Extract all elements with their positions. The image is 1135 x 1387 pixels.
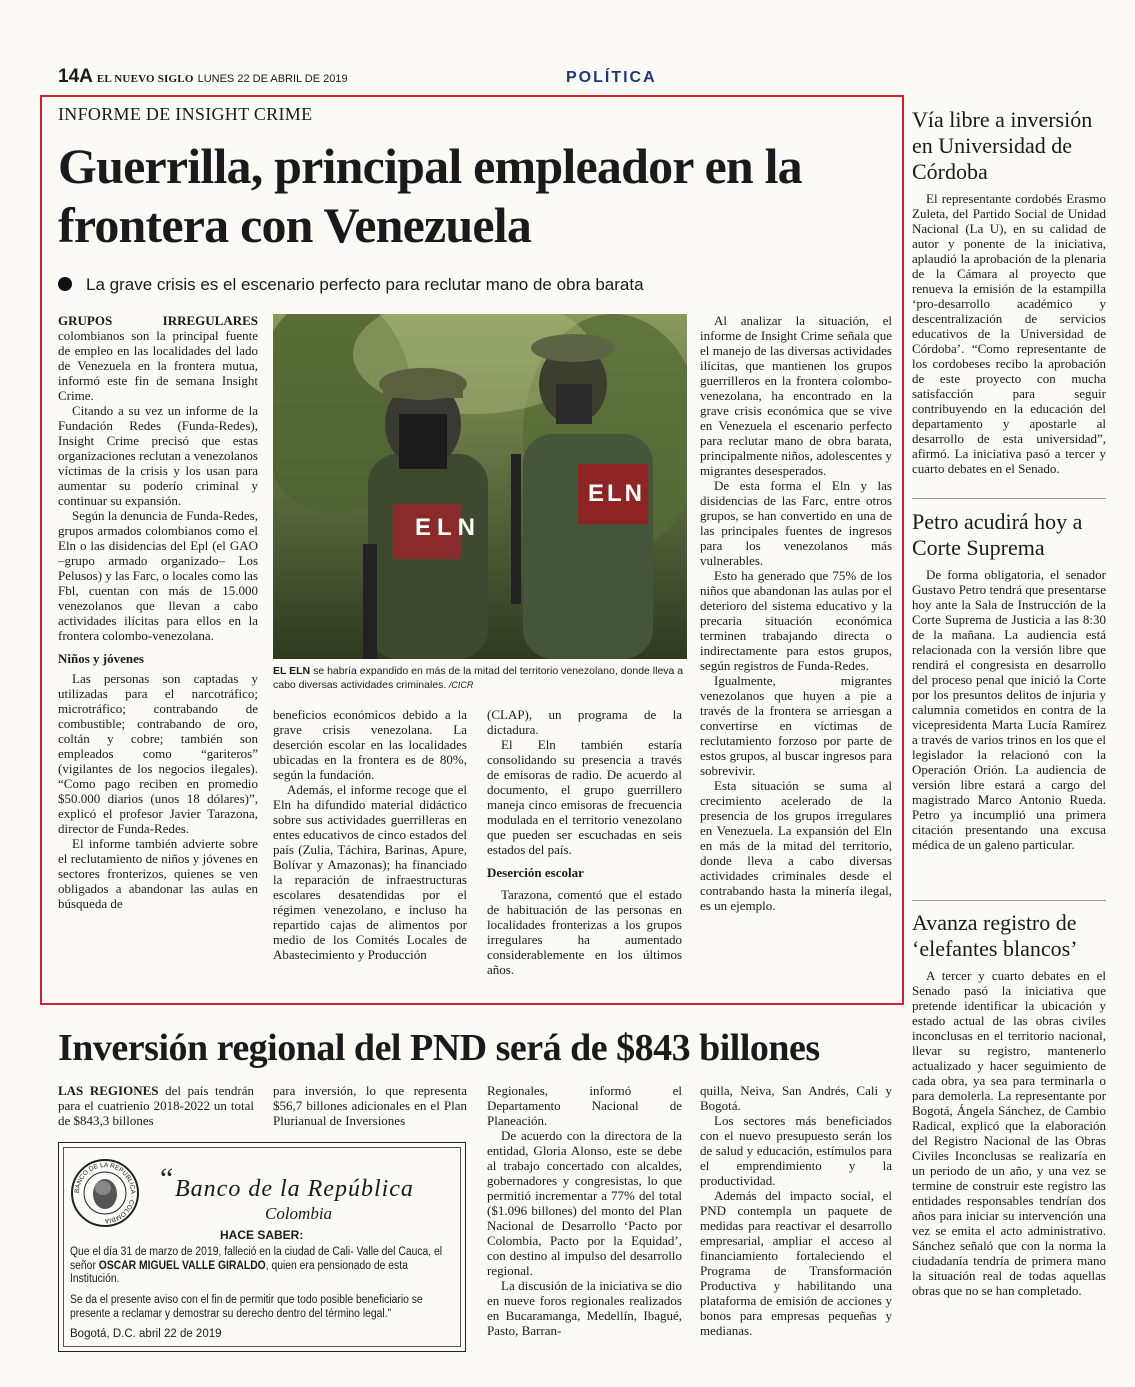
second-story-headline: Inversión regional del PND será de $843 billones — [58, 1027, 820, 1069]
bank-name: Banco de la República — [175, 1176, 414, 1202]
story-photo — [273, 314, 687, 659]
second-story-column-3 — [487, 1083, 682, 1338]
paragraph: Citando a su vez un informe de la Fundación Redes (Funda-Redes), Insight Crime precisó que estas organizaciones reclutan a venezolanos víctimas de la crisis y los usan para aumentar su poderío criminal y continuar su expansión. — [58, 403, 258, 508]
paragraph: De forma obligatoria, el senador Gustavo Petro tendrá que presentarse hoy ante la Sala de Instrucción de la Corte Suprema de Justicia a las 8:30 de la mañana. La audiencia está relacionada con la versión libre que rendirá el congresista en desarrollo del proceso penal que inició la Corte por los presuntos delitos de injuria y calumnia cometidos en contra de la vicepresidenta Marta Lucía Ramírez a través de varios trinos en los que el legislador la relacionó con la Operación Orión. La audiencia de versión libre estará a cargo del magistrado Marco Antonio Rueda. Petro ya incumplió una primera citación presentando una excusa médica de un galeno particular. — [912, 567, 1106, 852]
quote-mark-icon: “ — [160, 1162, 174, 1195]
paragraph: Esto ha generado que 75% de los niños que abandonan las aulas por el deterioro del sistema educativo y la precaria situación económica terminen trabajando directa o indirectamente para estos grupos, según registros de Funda-Redes. — [700, 568, 892, 673]
section-title: POLÍTICA — [566, 69, 657, 86]
photo-caption — [273, 664, 693, 692]
paragraph: Regionales, informó el Departamento Nacional de Planeación. — [487, 1083, 682, 1128]
sidebar-headline: Avanza registro de ‘elefantes blancos’ — [912, 910, 1078, 961]
sidebar-story-3 — [912, 910, 1106, 1298]
deck-text: La grave crisis es el escenario perfecto para reclutar mano de obra barata — [86, 275, 644, 294]
sidebar-story-1 — [912, 107, 1106, 476]
deceased-name: OSCAR MIGUEL VALLE GIRALDO — [98, 1259, 266, 1272]
story-kicker: INFORME DE INSIGHT CRIME — [58, 104, 313, 124]
story-column-4 — [700, 313, 892, 913]
paragraph: Las personas son captadas y utilizadas para el narcotráfico; microtráfico; contrabando de combustible; contrabando de oro, coltán y cobre; también son empleados como “gariteros” (vigilantes de los negocios ilegales). “Como pago reciben en promedio $50.000 diarios (unos 18 dólares)”, explicó el profesor Javier Tarazona, director de Funda-Redes. — [58, 671, 258, 836]
sidebar-headline: Petro acudirá hoy a Corte Suprema — [912, 509, 1083, 560]
story-headline: Guerrilla, principal empleador en la frontera con Venezuela — [58, 138, 802, 253]
story-column-1 — [58, 313, 258, 911]
caption-text: se habría expandido en más de la mitad del territorio venezolano, donde lleva a cabo diversas actividades criminales. — [273, 665, 684, 691]
paragraph: beneficios económicos debido a la grave crisis venezolana. La deserción escolar en las localidades ubicadas en la frontera es de 80%, según la fundación. — [273, 707, 467, 782]
bank-seal-icon — [70, 1158, 140, 1228]
paragraph: El Eln también estaría consolidando su presencia a través de emisoras de radio. De acuerdo al documento, el grupo guerrillero maneja cinco emisoras de frecuencia modulada en el territorio venezolano que pueden ser escuchadas en seis estados del país. — [487, 737, 682, 857]
page-number: 14A — [58, 66, 93, 87]
second-story-column-1 — [58, 1083, 254, 1128]
paragraph: De acuerdo con la directora de la entidad, Gloria Alonso, este se debe al trabajo concertado con alcaldes, gobernadores y congresistas, lo que permitió incrementar a 77% del total ($1.096 billones) del monto del Plan Nacional de Desarrollo ‘Pacto por Colombia, Pacto por la Equidad’, con destino al impulso del desarrollo regional. — [487, 1128, 682, 1278]
second-story-column-4 — [700, 1083, 892, 1338]
paragraph: Igualmente, migrantes venezolanos que huyen a pie a través de la frontera se arriesgan a convertirse en víctimas de reclutamiento forzoso por parte de estos grupos, al buscar ingresos para sobrevivir. — [700, 673, 892, 778]
ad-signoff: Bogotá, D.C. abril 22 de 2019 — [70, 1328, 222, 1340]
second-story-column-2 — [273, 1083, 467, 1128]
paragraph: (CLAP), un programa de la dictadura. — [487, 707, 682, 737]
subheading: Deserción escolar — [487, 865, 584, 880]
lead-in: LAS REGIONES — [58, 1083, 159, 1098]
paragraph: El representante cordobés Erasmo Zuleta, del Partido Social de Unidad Nacional (La U), en su calidad de autor y ponente de la iniciativa, aplaudió la aprobación de la plenaria de la Cámara al proyecto que renueva la emisión de la estampilla ‘pro-desarrollo académico y descentralización de servicios educativos de la Universidad de Córdoba’. “Como representante de los cordobeses recibo la aprobación de este proyecto con mucha satisfacción para seguir contribuyendo en la educación del departamento y apostarle al desarrollo de esta universidad”, afirmó. La iniciativa pasó a tercer y cuarto debates en el Senado. — [912, 191, 1106, 476]
paragraph: del país tendrán para el cuatrienio 2018-2022 un total de $843,3 billones — [58, 1083, 255, 1128]
paragraph: colombianos son la principal fuente de empleo en las localidades del lado de Venezuela en la frontera mutua, informó este fin de semana Insight Crime. — [58, 328, 258, 403]
sidebar-story-2 — [912, 509, 1106, 852]
lead-in: GRUPOS IRREGULARES — [58, 313, 258, 328]
story-column-3 — [487, 707, 682, 977]
paragraph: A tercer y cuarto debates en el Senado pasó la iniciativa que pretende identificar la ubicación y estado actual de las obras civiles inconclusas en el territorio nacional, llevar su registro, mantenerlo actualizado y hacer seguimiento de cada obra, ya sea para terminarla o para demolerla. La representante por Bogotá, Ángela Sánchez, de Cambio Radical, explicó que la elaboración del Registro Nacional de las Obras Civiles Inconclusas se realizaría en un periodo de un año, y una vez se termine de construir este registro las entidades responsables tendrían dos años para iniciar su intervención una vez se emita el acto administrativo. Sánchez señaló que con la norma la ciudadanía tendría de primera mano la situación real de todas aquellas obras que no se han completado. — [912, 968, 1106, 1298]
divider — [912, 498, 1106, 499]
paragraph: Los sectores más beneficiados con el nuevo presupuesto serán los de salud y educación, estímulos para el emprendimiento y la productividad. — [700, 1113, 892, 1188]
issue-date: LUNES 22 DE ABRIL DE 2019 — [197, 73, 348, 85]
paragraph: Esta situación se suma al crecimiento acelerado de la presencia de los grupos irregulares en Venezuela. La expansión del Eln en más de la mitad del territorio, donde lleva a cabo diversas actividades criminales desde el contrabando hasta la minería ilegal, es un ejemplo. — [700, 778, 892, 913]
paragraph: Al analizar la situación, el informe de Insight Crime señala que el manejo de las diversas actividades ilícitas, que mantienen los grupos guerrilleros en la frontera colombo-venezolana, ha encontrado en la grave crisis económica que se vive en Venezuela el escenario perfecto para reclutar mano de obra barata, principalmente niños, adolescentes y migrantes desesperados. — [700, 313, 892, 478]
caption-lead: EL ELN — [273, 665, 311, 677]
photo-credit: /CICR — [446, 680, 474, 690]
ad-text-part: Que el día 31 de marzo de 2019, falleció en la ciudad de Cali- Valle del Cauca, el señor — [70, 1246, 443, 1272]
story-column-2 — [273, 707, 467, 962]
seal-text: BANCO DE LA REPUBLICA · COLOMBIA — [73, 1161, 137, 1225]
paragraph: Además del impacto social, el PND contempla un paquete de medidas para reactivar el desarrollo empresarial, ampliar el acceso al financiamiento fortaleciendo el Programa de Transformación Productiva y habilitando una plataforma de emisión de acciones y bonos para empresas pequeñas y medianas. — [700, 1188, 892, 1338]
armband-right: ELN — [588, 480, 645, 507]
paragraph: Además, el informe recoge que el Eln ha difundido material didáctico sobre sus actividades guerrilleras en entes educativos de cinco estados del país (Zulia, Táchira, Barinas, Apure, Bolívar y Amazonas); ha financiado la reparación de infraestructuras escolares desatendidas por el régimen venezolano, e incluso ha repartido cajas de alimentos por medio de los Comités Locales de Abastecimiento y Producción — [273, 782, 467, 962]
ad-text-part: , quien era pensionado de esta Institución. — [70, 1259, 408, 1285]
paragraph: La discusión de la iniciativa se dio en nueve foros regionales realizados en Bucaramanga, Medellín, Ibagué, Pasto, Barran- — [487, 1278, 682, 1338]
divider — [912, 900, 1106, 901]
paragraph: De esta forma el Eln y las disidencias de las Farc, entre otros grupos, se han convertido en una de las principales fuentes de ingresos para los venezolanos más vulnerables. — [700, 478, 892, 568]
bank-country: Colombia — [265, 1204, 333, 1223]
ad-heading: HACE SABER: — [220, 1228, 304, 1242]
paragraph: Según la denuncia de Funda-Redes, grupos armados colombianos como el Eln o las disidencias del Epl (el GAO –grupo armado organizado– Los Pelusos) y las Farc, o locales como las Fbl, cuentan con más de 15.000 venezolanos que llevan a cabo actividades ilícitas para ellos en la frontera colombo-venezolana. — [58, 508, 259, 643]
paragraph: Tarazona, comentó que el estado de habituación de las personas en localidades fronterizas a los grupos irregulares ha aumentado considerablemente en los últimos años. — [487, 887, 682, 977]
armband-left: ELN — [415, 514, 481, 541]
ad-text-2: Se da el presente aviso con el fin de permitir que todo posible beneficiario se presente a reclamar y demostrar su derecho dentro del término legal." — [70, 1294, 423, 1320]
subheading: Niños y jóvenes — [58, 651, 144, 666]
bullet-icon — [58, 277, 72, 291]
ad-text-1 — [70, 1246, 457, 1287]
paragraph: El informe también advierte sobre el reclutamiento de niños y jóvenes en sectores fronterizos, quienes se ven obligados a abandonar las aulas en búsqueda de — [58, 836, 258, 911]
story-deck — [58, 275, 644, 295]
sidebar-headline: Vía libre a inversión en Universidad de Córdoba — [912, 107, 1093, 184]
paper-name: EL NUEVO SIGLO — [96, 73, 194, 85]
paragraph: quilla, Neiva, San Andrés, Cali y Bogotá. — [700, 1083, 892, 1113]
paragraph: para inversión, lo que representa $56,7 billones adicionales en el Plan Plurianual de Inversiones — [273, 1083, 467, 1128]
